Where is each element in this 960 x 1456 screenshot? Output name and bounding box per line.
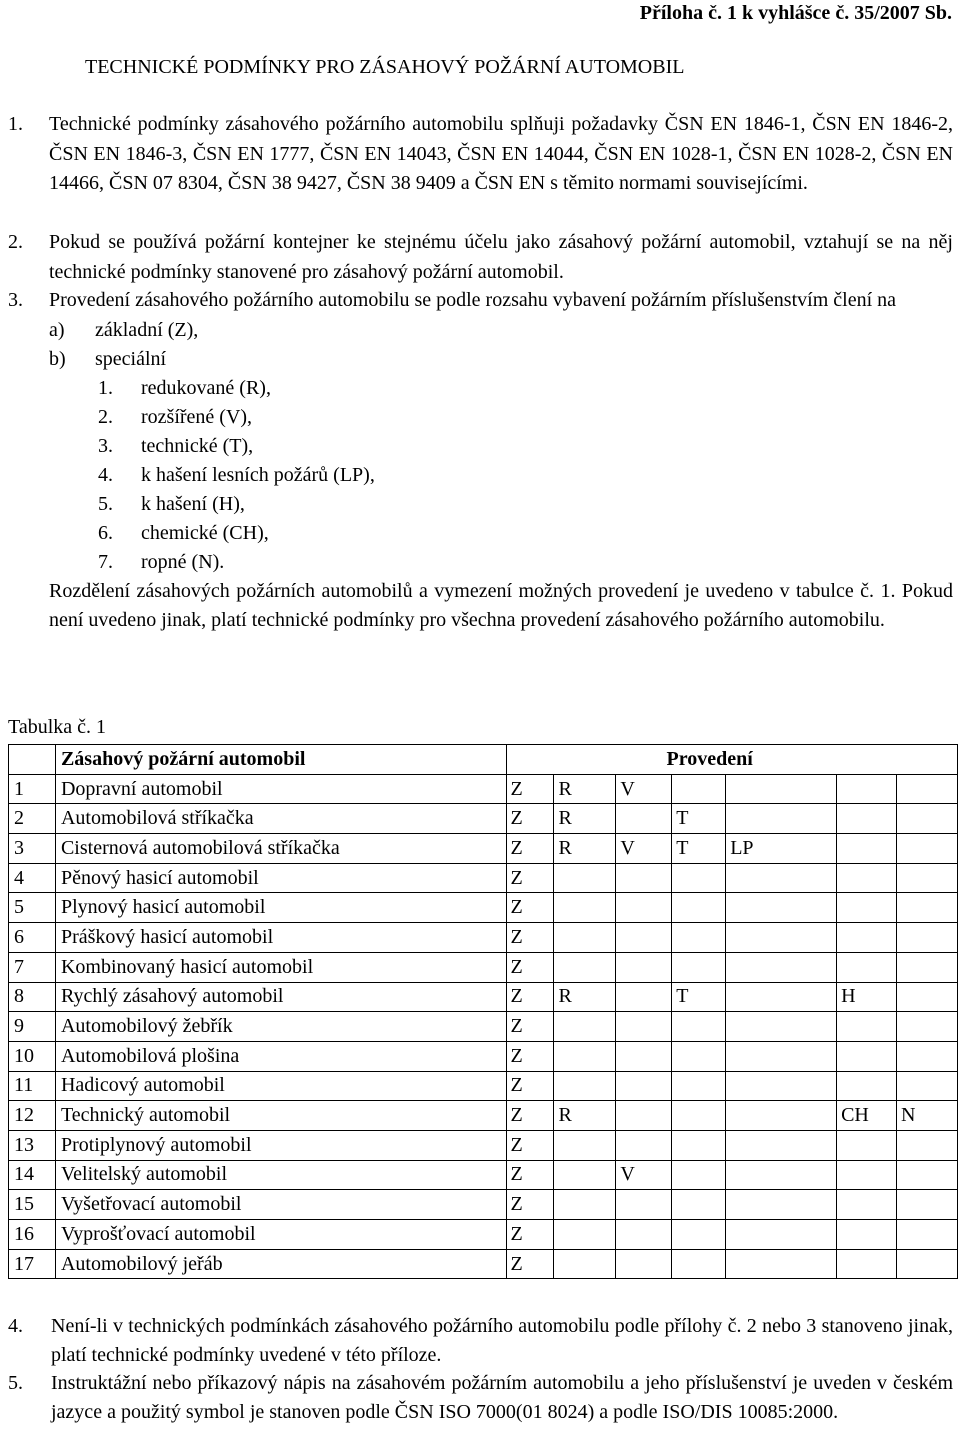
row-number: 12: [9, 1101, 56, 1131]
variant-cell: [554, 1041, 616, 1071]
list-text: základní (Z),: [95, 318, 199, 341]
variant-cell: [554, 863, 616, 893]
variant-cell: [672, 1220, 726, 1250]
variant-cell: [726, 982, 837, 1012]
variant-cell: [897, 982, 958, 1012]
section-3: [8, 286, 953, 636]
vehicle-name: Pěnový hasicí automobil: [55, 863, 506, 893]
table-caption: Tabulka č. 1: [8, 716, 107, 738]
variant-cell: [837, 774, 897, 804]
variant-cell: [616, 1190, 672, 1220]
list-label: 5.: [98, 492, 113, 515]
variant-cell: [672, 1071, 726, 1101]
variant-cell: [616, 1041, 672, 1071]
variant-cell: [554, 1190, 616, 1220]
row-number: 4: [9, 863, 56, 893]
variant-cell: [837, 1190, 897, 1220]
variant-cell: [726, 774, 837, 804]
section-number: 3.: [8, 289, 23, 311]
variant-cell: V: [616, 774, 672, 804]
variant-cell: Z: [506, 952, 554, 982]
note-text: Není-li v technických podmínkách zásahového požárního automobilu podle přílohy č. 2 nebo 3 stanoveno jinak, platí technické podmínky uvedené v této příloze.: [51, 1315, 953, 1366]
variant-cell: R: [554, 804, 616, 834]
variant-cell: Z: [506, 923, 554, 953]
vehicle-name: Vyprošťovací automobil: [55, 1220, 506, 1250]
variant-cell: [554, 923, 616, 953]
row-number: 7: [9, 952, 56, 982]
variant-cell: V: [616, 1160, 672, 1190]
list-text: technické (T),: [141, 434, 254, 457]
variant-cell: [837, 1160, 897, 1190]
list-item: [8, 432, 953, 461]
variant-cell: Z: [506, 1160, 554, 1190]
variant-cell: [837, 1041, 897, 1071]
variant-cell: Z: [506, 804, 554, 834]
section-2: [8, 228, 953, 287]
variant-cell: [726, 1190, 837, 1220]
variant-cell: [554, 1160, 616, 1190]
variant-cell: [837, 1071, 897, 1101]
variant-cell: [616, 923, 672, 953]
section-text: Technické podmínky zásahového požárního automobilu splňuji požadavky ČSN EN 1846-1, ČSN EN 1846-2, ČSN EN 1846-3, ČSN EN 1777, ČSN EN 14043, ČSN EN 14044, ČSN EN 1028-1, ČSN EN 1028-2, ČSN EN 14466, ČSN 07 8304, ČSN 38 9427, ČSN 38 9409 a ČSN EN s těmito normami souvisejícími.: [49, 113, 953, 194]
annex-reference: Příloha č. 1 k vyhlášce č. 35/2007 Sb.: [639, 2, 952, 24]
variant-cell: Z: [506, 893, 554, 923]
variant-cell: [897, 952, 958, 982]
variant-cell: [616, 1130, 672, 1160]
variant-cell: [672, 1130, 726, 1160]
variant-cell: [672, 1249, 726, 1279]
list-label: 7.: [98, 550, 113, 573]
note-number: 5.: [8, 1372, 23, 1394]
list-text: speciální: [95, 347, 167, 370]
variant-cell: [837, 863, 897, 893]
list-item: [8, 345, 953, 374]
header-number-cell: [9, 745, 56, 775]
vehicle-name: Kombinovaný hasicí automobil: [55, 952, 506, 982]
variant-cell: R: [554, 774, 616, 804]
table-row: [9, 1041, 958, 1071]
variant-cell: R: [554, 982, 616, 1012]
section-number: 1.: [8, 113, 23, 135]
row-number: 6: [9, 923, 56, 953]
variant-cell: [897, 893, 958, 923]
variant-cell: R: [554, 834, 616, 864]
variant-cell: [726, 1220, 837, 1250]
list-label: b): [49, 347, 66, 370]
list-label: a): [49, 318, 65, 341]
row-number: 1: [9, 774, 56, 804]
variant-cell: [897, 834, 958, 864]
section-closing-text: Rozdělení zásahových požárních automobilů a vymezení možných provedení je uvedeno v tabulce č. 1. Pokud není uvedeno jinak, platí technické podmínky pro všechna provedení zásahového požárního automobilu.: [49, 579, 953, 631]
variant-cell: [672, 1041, 726, 1071]
variant-cell: [616, 1012, 672, 1042]
provisions-table: [8, 744, 958, 1279]
vehicle-name: Automobilový jeřáb: [55, 1249, 506, 1279]
variant-cell: CH: [837, 1101, 897, 1131]
row-number: 16: [9, 1220, 56, 1250]
table-body: [9, 774, 958, 1279]
variant-cell: Z: [506, 1101, 554, 1131]
variant-cell: Z: [506, 1220, 554, 1250]
vehicle-name: Automobilový žebřík: [55, 1012, 506, 1042]
list-label: 1.: [98, 376, 113, 399]
variant-cell: [837, 952, 897, 982]
variant-cell: Z: [506, 1041, 554, 1071]
variant-cell: [897, 1249, 958, 1279]
variant-cell: [554, 1012, 616, 1042]
variant-cell: [672, 1160, 726, 1190]
variant-cell: Z: [506, 982, 554, 1012]
table-row: [9, 863, 958, 893]
row-number: 3: [9, 834, 56, 864]
list-label: 4.: [98, 463, 113, 486]
vehicle-name: Plynový hasicí automobil: [55, 893, 506, 923]
variant-cell: [897, 1130, 958, 1160]
variant-cell: Z: [506, 834, 554, 864]
variant-cell: Z: [506, 1130, 554, 1160]
variant-cell: T: [672, 804, 726, 834]
list-item: [8, 316, 953, 345]
variant-cell: [897, 804, 958, 834]
row-number: 2: [9, 804, 56, 834]
list-label: 6.: [98, 521, 113, 544]
section-text: Pokud se používá požární kontejner ke stejnému účelu jako zásahový požární automobil, vztahují se na něj technické podmínky stanovené pro zásahový požární automobil.: [49, 231, 953, 283]
variant-cell: [672, 923, 726, 953]
section-1: [8, 110, 953, 199]
table-row: [9, 774, 958, 804]
vehicle-name: Vyšetřovací automobil: [55, 1190, 506, 1220]
list-item: [8, 403, 953, 432]
row-number: 5: [9, 893, 56, 923]
section-text: Provedení zásahového požárního automobilu se podle rozsahu vybavení požárním příslušenstvím člení na: [49, 289, 897, 311]
variant-cell: [837, 1012, 897, 1042]
table-header-row: [9, 745, 958, 775]
list-text: k hašení lesních požárů (LP),: [141, 463, 375, 486]
table-row: [9, 804, 958, 834]
row-number: 11: [9, 1071, 56, 1101]
variant-cell: [554, 1249, 616, 1279]
list-text: rozšířené (V),: [141, 405, 253, 428]
variant-cell: [726, 804, 837, 834]
vehicle-name: Rychlý zásahový automobil: [55, 982, 506, 1012]
variant-cell: [726, 1071, 837, 1101]
variant-cell: [554, 893, 616, 923]
table-row: [9, 1249, 958, 1279]
variant-cell: [726, 1160, 837, 1190]
header-vehicle: Zásahový požární automobil: [55, 745, 506, 775]
table-row: [9, 1130, 958, 1160]
variant-cell: V: [616, 834, 672, 864]
note-number: 4.: [8, 1315, 23, 1337]
variant-cell: [726, 893, 837, 923]
list-item: [8, 461, 953, 490]
variant-cell: [616, 1101, 672, 1131]
row-number: 10: [9, 1041, 56, 1071]
vehicle-name: Hadicový automobil: [55, 1071, 506, 1101]
row-number: 17: [9, 1249, 56, 1279]
variant-cell: [897, 863, 958, 893]
variant-cell: [897, 923, 958, 953]
variant-cell: [897, 1190, 958, 1220]
variant-cell: [616, 893, 672, 923]
table-row: [9, 1160, 958, 1190]
variant-cell: [616, 804, 672, 834]
row-number: 8: [9, 982, 56, 1012]
variant-cell: [897, 774, 958, 804]
variant-cell: [897, 1041, 958, 1071]
variant-cell: T: [672, 982, 726, 1012]
variant-cell: [726, 1012, 837, 1042]
variant-cell: LP: [726, 834, 837, 864]
list-text: ropné (N).: [141, 550, 225, 573]
variant-cell: [672, 863, 726, 893]
variant-cell: [726, 1249, 837, 1279]
list-label: 2.: [98, 405, 113, 428]
table-row: [9, 893, 958, 923]
vehicle-name: Cisternová automobilová stříkačka: [55, 834, 506, 864]
variant-cell: [616, 982, 672, 1012]
row-number: 14: [9, 1160, 56, 1190]
variant-cell: [726, 1101, 837, 1131]
variant-cell: [726, 1041, 837, 1071]
variant-cell: [554, 1071, 616, 1101]
variant-cell: [616, 952, 672, 982]
table-row: [9, 1071, 958, 1101]
variant-cell: [837, 1130, 897, 1160]
variant-cell: [616, 1071, 672, 1101]
section-number: 2.: [8, 231, 23, 253]
table-row: [9, 1190, 958, 1220]
list-label: 3.: [98, 434, 113, 457]
note-text: Instruktážní nebo příkazový nápis na zásahovém požárním automobilu a jeho příslušenství je uveden v českém jazyce a použitý symbol je stanoven podle ČSN ISO 7000(01 8024) a podle ISO/DIS 10085:2000.: [51, 1372, 953, 1423]
table-row: [9, 1101, 958, 1131]
table-row: [9, 1220, 958, 1250]
table-row: [9, 834, 958, 864]
document-title: TECHNICKÉ PODMÍNKY PRO ZÁSAHOVÝ POŽÁRNÍ AUTOMOBIL: [85, 56, 685, 78]
variant-cell: [837, 1220, 897, 1250]
vehicle-name: Velitelský automobil: [55, 1160, 506, 1190]
variant-cell: [672, 1190, 726, 1220]
list-text: redukované (R),: [141, 376, 271, 399]
variant-cell: [616, 1249, 672, 1279]
list-text: chemické (CH),: [141, 521, 269, 544]
note-5: [8, 1369, 953, 1427]
variant-cell: Z: [506, 1190, 554, 1220]
variant-cell: [837, 804, 897, 834]
variant-cell: [672, 893, 726, 923]
variant-cell: H: [837, 982, 897, 1012]
vehicle-name: Automobilová stříkačka: [55, 804, 506, 834]
variant-cell: N: [897, 1101, 958, 1131]
variant-cell: [837, 893, 897, 923]
variant-cell: [672, 1012, 726, 1042]
vehicle-name: Protiplynový automobil: [55, 1130, 506, 1160]
row-number: 9: [9, 1012, 56, 1042]
row-number: 15: [9, 1190, 56, 1220]
row-number: 13: [9, 1130, 56, 1160]
variant-cell: [672, 774, 726, 804]
variant-cell: Z: [506, 1012, 554, 1042]
vehicle-name: Automobilová plošina: [55, 1041, 506, 1071]
variant-cell: [554, 1130, 616, 1160]
table-row: [9, 952, 958, 982]
variant-cell: [837, 834, 897, 864]
table-row: [9, 923, 958, 953]
variant-cell: [616, 863, 672, 893]
list-item: [8, 548, 953, 577]
variant-cell: Z: [506, 1249, 554, 1279]
variant-cell: R: [554, 1101, 616, 1131]
vehicle-name: Dopravní automobil: [55, 774, 506, 804]
variant-cell: [554, 1220, 616, 1250]
variant-cell: Z: [506, 774, 554, 804]
variant-cell: [837, 1249, 897, 1279]
variant-cell: Z: [506, 1071, 554, 1101]
variant-cell: [672, 1101, 726, 1131]
variant-cell: [554, 952, 616, 982]
table-row: [9, 982, 958, 1012]
table-row: [9, 1012, 958, 1042]
variant-cell: Z: [506, 863, 554, 893]
header-variant: Provedení: [506, 745, 957, 775]
variant-cell: [837, 923, 897, 953]
variant-cell: [726, 923, 837, 953]
variant-cell: T: [672, 834, 726, 864]
vehicle-name: Práškový hasicí automobil: [55, 923, 506, 953]
variant-cell: [616, 1220, 672, 1250]
list-item: [8, 374, 953, 403]
variant-cell: [897, 1071, 958, 1101]
vehicle-name: Technický automobil: [55, 1101, 506, 1131]
variant-cell: [897, 1220, 958, 1250]
list-item: [8, 519, 953, 548]
list-text: k hašení (H),: [141, 492, 245, 515]
variant-cell: [897, 1012, 958, 1042]
variant-cell: [726, 1130, 837, 1160]
variant-cell: [726, 952, 837, 982]
variant-cell: [672, 952, 726, 982]
variant-cell: [726, 863, 837, 893]
list-item: [8, 490, 953, 519]
variant-cell: [897, 1160, 958, 1190]
note-4: [8, 1312, 953, 1370]
